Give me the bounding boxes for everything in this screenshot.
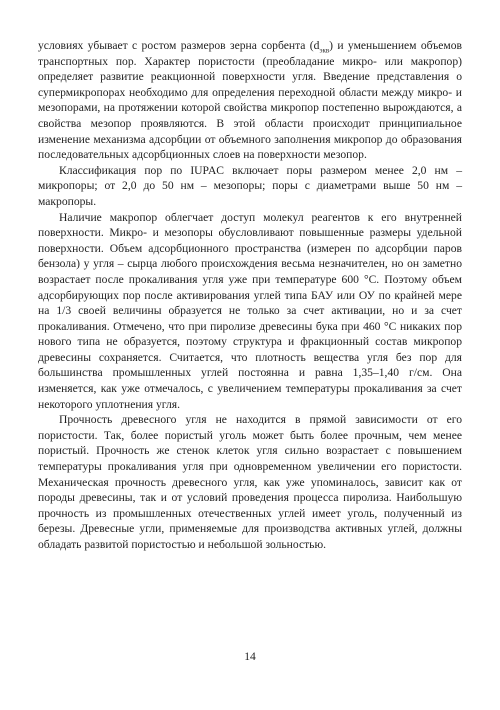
- paragraph-1-text-end: ) и уменьшением объемов транспортных пор. Характер пористости (преобладание микро- или макропор) определяет развитие реакционной поверхности угля. Введение представления о супермикропорах необходимо для определения переходной области между микро- и мезопорами, на протяжении которой свойства микропор постепенно вырождаются, а свойства мезопор проявляются. В этой области происходит принципиальное изменение механизма адсорбции от объемного заполнения микропор до образования последовательных адсорбционных слоев на поверхности мезопор.: [38, 39, 463, 162]
- paragraph-iupac-classification: Классификация пор по IUPAC включает поры размером менее 2,0 нм – микропоры; от 2,0 до 50 нм – мезопоры; поры с диаметрами выше 50 нм – макропоры.: [38, 163, 462, 208]
- paragraph-porosity-character: [38, 38, 462, 163]
- paragraph-macropores: Наличие макропор облегчает доступ молекул реагентов к его внутренней поверхности. Микро- и мезопоры обусловливают повышенные размеры удельной поверхности. Объем адсорбционного пространства (измерен по адсорбции паров бензола) у угля – сырца любого происхождения весьма незначителен, но он заметно возрастает после прокаливания угля уже при температуре 600 °С. Поэтому объем адсорбирующих пор после активирования углей типа БАУ или ОУ по крайней мере на 1/3 своей величины образуется не только за счет активации, но и за счет прокаливания. Отмечено, что при пиролизе древесины бука при 460 °С никаких пор нового типа не образуется, поэтому структура и фракционный состав микропор древесины сохраняется. Считается, что плотность вещества угля без пор для большинства промышленных углей постоянна и равна 1,35–1,40 г/см. Она изменяется, как уже отмечалось, с увеличением температуры прокаливания за счет некоторого уплотнения угля.: [38, 210, 462, 411]
- subscript-ekv: экв: [319, 46, 330, 55]
- paragraph-1-text-start: условиях убывает с ростом размеров зерна сорбента (d: [38, 39, 320, 52]
- page-number: 14: [244, 650, 256, 663]
- paragraph-strength: Прочность древесного угля не находится в прямой зависимости от его пористости. Так, более пористый уголь может быть более прочным, чем менее пористый. Прочность же стенок клеток угля сильно возрастает с повышением температуры прокаливания угля при одновременном увеличении его пористости. Механическая прочность древесного угля, как уже упоминалось, зависит как от породы древесины, так и от условий проведения процесса пиролиза. Наибольшую прочность из промышленных отечественных углей имеет уголь, полученный из березы. Древесные угли, применяемые для производства активных углей, должны обладать развитой пористостью и небольшой зольностью.: [38, 413, 462, 551]
